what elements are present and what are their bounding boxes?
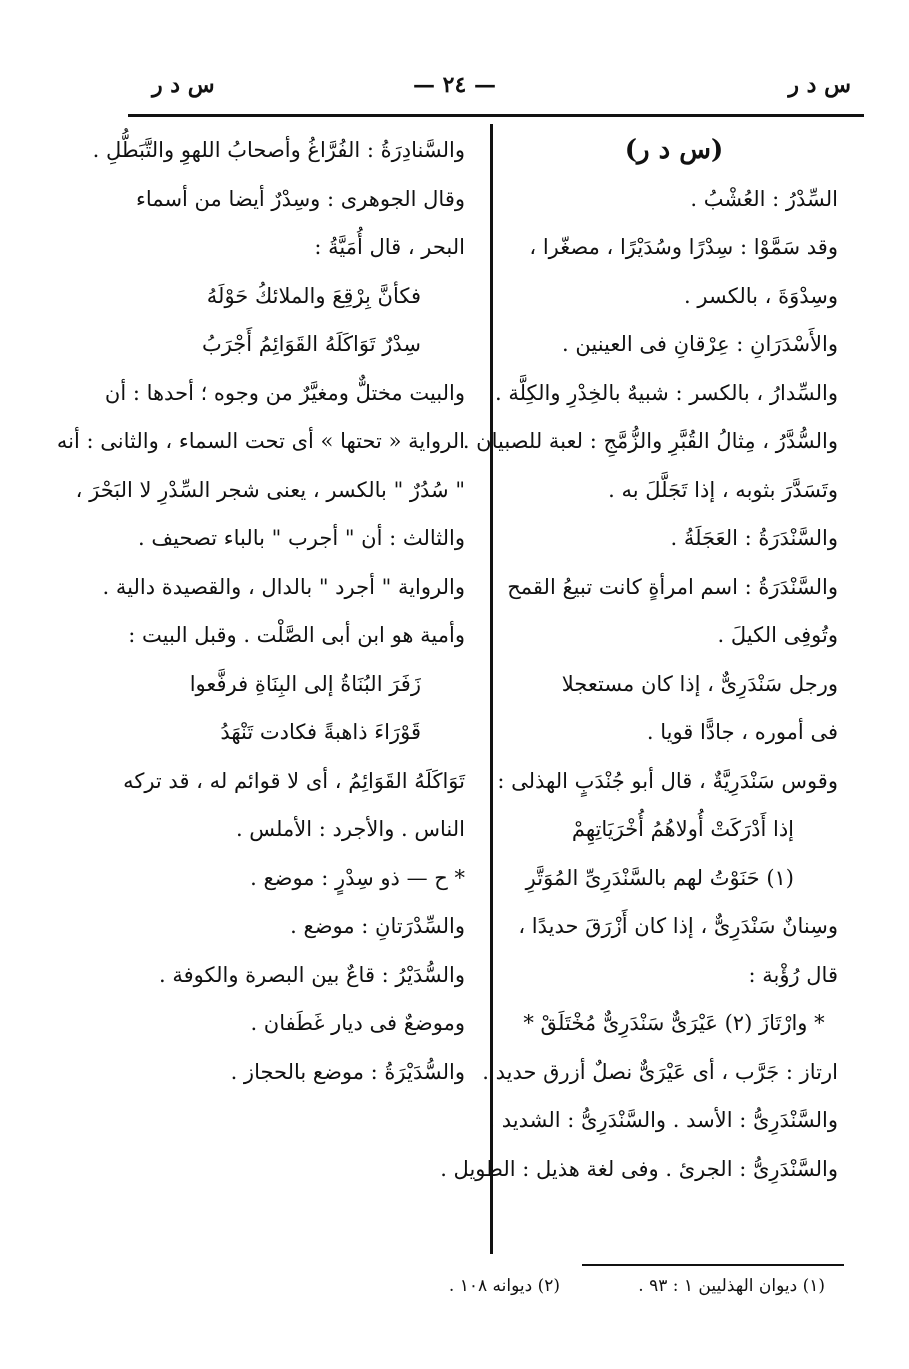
text-line: ارتاز : جَرَّب ، أى عَيْرَىٌّ نصلٌ أزرق حديد . — [482, 1059, 838, 1084]
entry-heading: (س د ر) — [624, 135, 724, 165]
text-line: السِّدْرُ : العُشْبُ . — [690, 186, 838, 211]
text-line: الناس . والأجرد : الأملس . — [235, 817, 465, 841]
right-column — [440, 126, 838, 1193]
verse-line: زَفَرَ البُنَاةُ إلى البِنَاةِ فرفَّعوا — [189, 671, 421, 696]
text-line: والسُّدَّرُ ، مِثالُ القُبَّرِ والزُّمَّجِ : لعبة للصبيان . — [462, 429, 838, 453]
verse-line: (١) حَنَوْتُ لهم بالسَّنْدَرِىِّ المُوَتَّرِ — [525, 865, 794, 890]
text-line: وتُوفِى الكيلَ . — [717, 623, 838, 647]
text-line: وأمية هو ابن أبى الصَّلْت . وقبل البيت : — [128, 623, 465, 647]
text-line: والسِّدارُ ، بالكسر : شبيهٌ بالخِدْرِ والكِلَّة . — [495, 380, 838, 405]
text-line: والسَّنْدَرِىُّ : الجرئ . وفى لغة هذيل : الطويل . — [440, 1156, 838, 1181]
text-line: فى أموره ، جادًّا قويا . — [646, 720, 838, 744]
text-line: والسَّنادِرَةُ : الفُرَّاغُ وأصحابُ اللهوِ والتَّبَطُّلِ . — [92, 138, 465, 162]
text-line: وموضعٌ فى ديار غَطَفان . — [250, 1011, 465, 1035]
text-line: وقد سَمَّوْا : سِدْرًا وسُدَيْرًا ، مصغّرا ، — [529, 235, 838, 259]
text-line: والرواية " أجرد " بالدال ، والقصيدة دالية . — [102, 574, 465, 599]
text-line: * ح — ذو سِدْرٍ : موضع . — [250, 865, 465, 890]
text-line: والسُّدَيْرَةُ : موضع بالحجاز . — [230, 1059, 465, 1084]
text-line: والسَّنْدَرَةُ : اسم امرأةٍ كانت تبيعُ القمح — [507, 574, 838, 599]
footnote-rule — [582, 1264, 844, 1266]
verse-line: سِدْرٌ تَوَاكَلَهُ القَوَائِمُ أَجْرَبُ — [201, 332, 421, 356]
text-line: والسَّنْدَرِىُّ : الأسد . والسَّنْدَرِىُّ : الشديد . — [488, 1108, 838, 1132]
text-line: والبيت مختلٌّ ومغيَّرٌ من وجوه ؛ أحدها : أن — [104, 380, 465, 405]
text-line: والسُّدَيْرُ : قاعٌ بين البصرة والكوفة . — [159, 962, 465, 987]
text-line: تَوَاكَلَهُ القَوَائِمُ ، أى لا قوائم له ، قد تركه — [123, 768, 465, 793]
footnote-2: (٢) ديوانه ١٠٨ . — [448, 1276, 560, 1296]
text-line: " سُدُرٌ " بالكسر ، يعنى شجر السِّدْرِ لا البَحْرَ ، — [75, 477, 465, 502]
text-line: وقال الجوهرى : وسِدْرٌ أيضا من أسماء — [136, 186, 465, 211]
footnote-1: (١) ديوان الهذليين ١ : ٩٣ . — [638, 1276, 825, 1296]
page-number: — ٢٤ — — [413, 72, 496, 98]
text-line: والثالث : أن " أجرب " بالباء تصحيف . — [138, 526, 465, 550]
left-column — [56, 126, 465, 1096]
verse-line: قَوْرَاءَ ذاهبةً فكادت تَنْهَدُ — [220, 720, 421, 744]
verse-line: فكأنَّ بِرْقِعَ والملائكُ حَوْلَهُ — [206, 283, 421, 308]
text-line: البحر ، قال أُمَيَّةُ : — [314, 235, 465, 259]
text-line: وسِدْوَةَ ، بالكسر . — [684, 283, 838, 308]
verse-line: إذا أَدْرَكَتْ أُولاهُمُ أُخْرَيَاتِهِمْ — [571, 817, 794, 841]
running-head-right: س د ر — [788, 72, 851, 98]
text-line: والأَسْدَرَانِ : عِرْقانِ فى العينين . — [562, 332, 838, 356]
text-line: وتَسَدَّرَ بثوبه ، إذا تَجَلَّلَ به . — [608, 477, 838, 502]
text-line: وقوس سَنْدَرِيَّةٌ ، قال أبو جُنْدَبٍ الهذلى : — [497, 768, 838, 793]
text-line: والسَّنْدَرَةُ : العَجَلَةُ . — [670, 526, 838, 550]
text-line: والسِّدْرَتانِ : موضع . — [290, 914, 465, 938]
text-line: وسِنانٌ سَنْدَرِىٌّ ، إذا كان أَزْرَقَ حديدًا ، — [518, 914, 838, 938]
text-line: ورجل سَنْدَرِىٌّ ، إذا كان مستعجلا — [561, 671, 838, 696]
text-line: قال رُؤْبة : — [748, 962, 838, 987]
text-line: الرواية « تحتها » أى تحت السماء ، والثانى : أنه — [56, 429, 465, 453]
header-rule — [128, 114, 864, 117]
running-head-left: س د ر — [152, 72, 215, 98]
verse-line: * وارْتَازَ (٢) عَيْرَىٌّ سَنْدَرِىٌّ مُخْتَلَقْ * — [523, 1011, 825, 1035]
